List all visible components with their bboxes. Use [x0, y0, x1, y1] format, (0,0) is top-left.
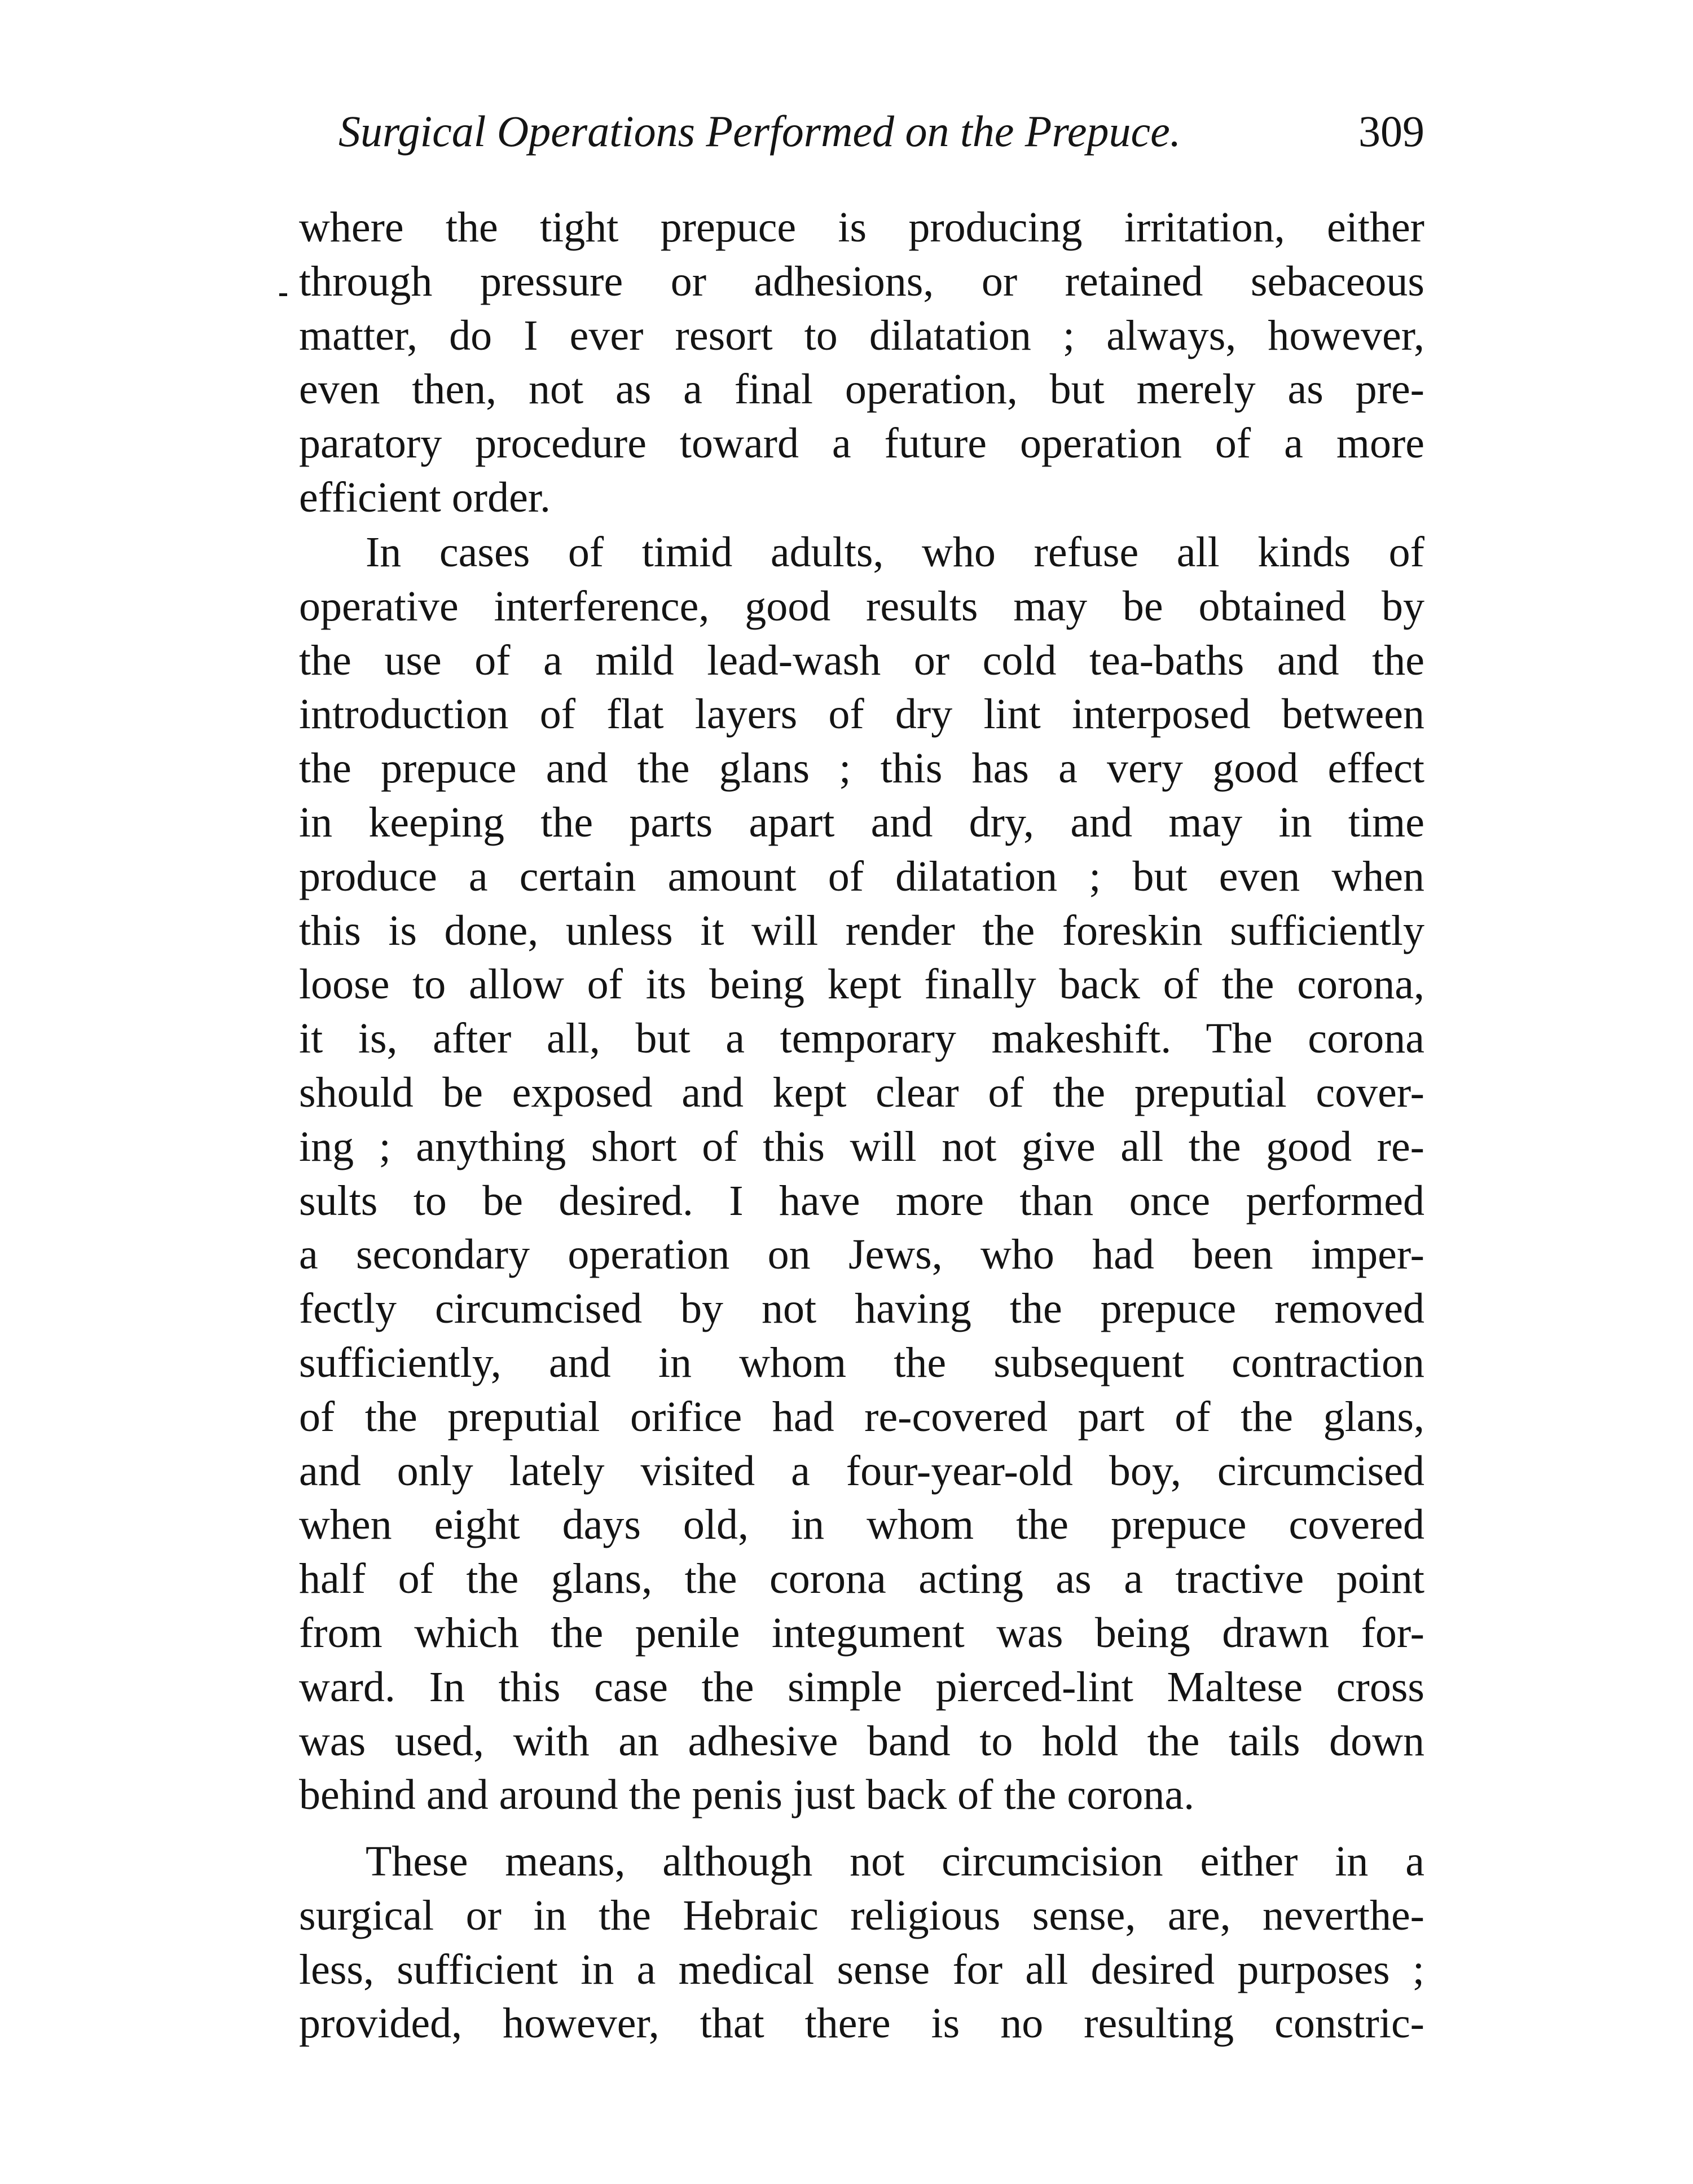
text-line: this is done, unless it will render the foreskin sufficiently — [299, 906, 1424, 954]
text-line: behind and around the penis just back of the corona. — [299, 1771, 1195, 1819]
text-line: ing ; anything short of this will not give all the good re- — [299, 1122, 1424, 1170]
text-line: paratory procedure toward a future operation of a more — [299, 420, 1424, 468]
text-line: less, sufficient in a medical sense for all desired purposes ; — [299, 1945, 1424, 1993]
text-line: even then, not as a final operation, but merely as pre- — [299, 366, 1424, 413]
margin-mark — [279, 293, 287, 296]
text-line: it is, after all, but a temporary makeshift. The corona — [299, 1015, 1424, 1063]
text-line: surgical or in the Hebraic religious sense, are, neverthe- — [299, 1891, 1424, 1939]
text-line: In cases of timid adults, who refuse all kinds of — [366, 529, 1424, 576]
text-line: through pressure or adhesions, or retained sebaceous — [299, 257, 1424, 305]
text-line: from which the penile integument was being drawn for- — [299, 1609, 1424, 1657]
running-header — [338, 100, 1424, 162]
text-line: half of the glans, the corona acting as a tractive point — [299, 1555, 1424, 1603]
text-line: loose to allow of its being kept finally back of the corona, — [299, 961, 1424, 1009]
text-line: operative interference, good results may be obtained by — [299, 582, 1424, 630]
text-line: and only lately visited a four-year-old boy, circumcised — [299, 1447, 1424, 1495]
text-line: provided, however, that there is no resulting constric- — [299, 2000, 1424, 2047]
paragraph-timid-adults — [299, 526, 1424, 1822]
running-title: Surgical Operations Performed on the Prepuce. — [338, 107, 1181, 156]
text-line: was used, with an adhesive band to hold the tails down — [299, 1717, 1424, 1765]
text-line: sults to be desired. I have more than once performed — [299, 1177, 1424, 1225]
text-line: introduction of flat layers of dry lint interposed between — [299, 690, 1424, 738]
text-line: efficient order. — [299, 473, 551, 521]
text-line: produce a certain amount of dilatation ; but even when — [299, 852, 1424, 900]
text-line: of the preputial orifice had re-covered part of the glans, — [299, 1393, 1424, 1441]
text-line: a secondary operation on Jews, who had been imper- — [299, 1231, 1424, 1279]
text-line: where the tight prepuce is producing irritation, either — [299, 204, 1424, 251]
paragraph-continuation — [299, 201, 1424, 525]
text-line: ward. In this case the simple pierced-lint Maltese cross — [299, 1663, 1424, 1711]
text-line: when eight days old, in whom the prepuce covered — [299, 1501, 1424, 1549]
paragraph-these-means — [299, 1835, 1424, 2051]
text-line: matter, do I ever resort to dilatation ; always, however, — [299, 311, 1424, 359]
text-line: in keeping the parts apart and dry, and may in time — [299, 798, 1424, 846]
page-number: 309 — [1358, 107, 1424, 156]
text-line: should be exposed and kept clear of the preputial cover- — [299, 1068, 1424, 1116]
text-line: These means, although not circumcision either in a — [366, 1838, 1424, 1885]
text-line: the prepuce and the glans ; this has a very good effect — [299, 745, 1424, 792]
text-line: the use of a mild lead-wash or cold tea-baths and the — [299, 636, 1424, 684]
text-line: sufficiently, and in whom the subsequent contraction — [299, 1338, 1424, 1386]
text-line: fectly circumcised by not having the prepuce removed — [299, 1285, 1424, 1333]
